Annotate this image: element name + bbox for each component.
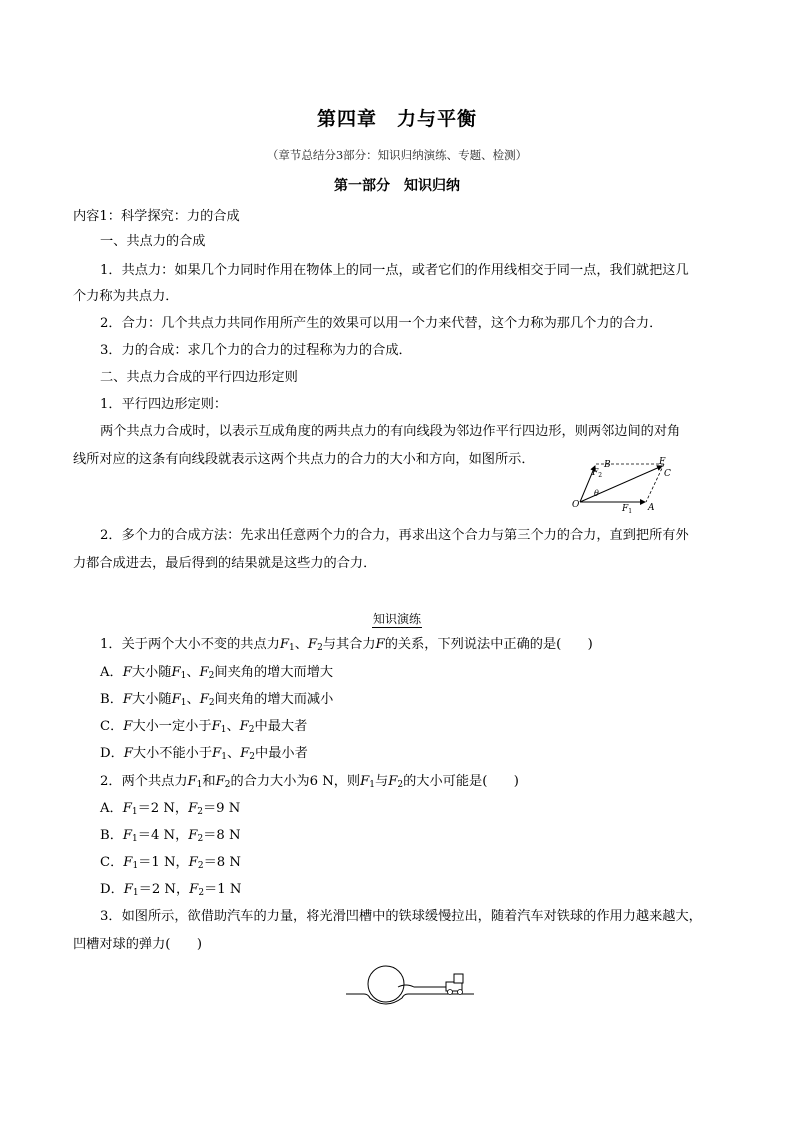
tow-rope xyxy=(398,985,446,987)
iron-ball xyxy=(368,966,404,1002)
car-wheel-rear xyxy=(448,990,453,995)
rule-paragraph-a: 两个共点力合成时，以表示互成角度的两共点力的有向线段为邻边作平行四边形，则两邻边间的对角 xyxy=(100,424,681,439)
label-theta: θ xyxy=(594,489,599,498)
question-1-option-b[interactable]: B．F大小随$F_1$、$F_2$间夹角的增大而减小 xyxy=(100,692,334,708)
question-3-stem-a: 3．如图所示，欲借助汽车的力量，将光滑凹槽中的铁球缓慢拉出，随着汽车对铁球的作用力越来越大， xyxy=(100,909,702,924)
ball-groove-figure xyxy=(342,960,478,1008)
label-o: O xyxy=(572,500,580,510)
question-2-option-a[interactable]: A．$F_1=2$ N，$F_2=9$ N xyxy=(100,801,241,817)
section-heading-1: 一、共点力的合成 xyxy=(100,234,206,249)
content-label: 内容1：科学探究：力的合成 xyxy=(73,209,240,224)
car-cab xyxy=(454,974,463,983)
question-2-option-b[interactable]: B．$F_1=4$ N，$F_2=8$ N xyxy=(100,828,241,844)
question-3-stem-b: 凹槽对球的弹力( ) xyxy=(73,937,202,952)
paragraph-composition: 3．力的合成：求几个力的合力的过程称为力的合成． xyxy=(100,343,412,358)
car-wheel-front xyxy=(458,990,463,995)
groove-ground xyxy=(346,994,474,1004)
chapter-subtitle: （章节总结分3部分：知识归纳演练、专题、检测） xyxy=(266,148,528,162)
question-2-stem: 2．两个共点力$F_1$和$F_2$的合力大小为6 N，则$F_1$与$F_2$的大小可能是( ) xyxy=(100,774,519,790)
rule-paragraph-b: 线所对应的这条有向线段就表示这两个共点力的合力的大小和方向，如图所示． xyxy=(73,452,535,467)
question-1-option-d[interactable]: D．F大小不能小于$F_1$、$F_2$中最小者 xyxy=(100,746,308,762)
paragraph-concurrent-force-a: 1．共点力：如果几个力同时作用在物体上的同一点，或者它们的作用线相交于同一点，我们就把这几 xyxy=(100,263,689,278)
practice-heading: 知识演练 xyxy=(372,612,421,626)
dashed-side-right xyxy=(646,464,664,502)
question-1-option-c[interactable]: C．F大小一定小于$F_1$、$F_2$中最大者 xyxy=(100,719,308,735)
question-2-option-d[interactable]: D．$F_1=2$ N，$F_2=1$ N xyxy=(100,882,242,898)
section-heading-2: 二、共点力合成的平行四边形定则 xyxy=(100,370,298,385)
label-f: F xyxy=(659,457,666,467)
paragraph-concurrent-force-b: 个力称为共点力． xyxy=(73,289,179,304)
question-2-option-c[interactable]: C．$F_1=1$ N，$F_2=8$ N xyxy=(100,855,241,871)
chapter-title: 第四章 力与平衡 xyxy=(316,108,477,130)
label-a: A xyxy=(648,503,655,513)
label-f1: $F_1$ xyxy=(622,504,633,515)
label-c: C xyxy=(664,469,671,479)
question-1-stem: 1．关于两个大小不变的共点力$F_1$、$F_2$与其合力F的关系，下列说法中正确的是( ) xyxy=(100,637,593,653)
part-heading: 第一部分 知识归纳 xyxy=(334,178,460,194)
multi-force-paragraph-a: 2．多个力的合成方法：先求出任意两个力的合力，再求出这个合力与第三个力的合力，直到把所有外 xyxy=(100,528,689,543)
paragraph-resultant: 2．合力：几个共点力共同作用所产生的效果可以用一个力来代替，这个力称为那几个力的合力． xyxy=(100,316,663,331)
parallelogram-figure xyxy=(566,454,686,516)
label-f2: $F_2$ xyxy=(592,468,603,479)
multi-force-paragraph-b: 力都合成进去，最后得到的结果就是这些力的合力． xyxy=(73,556,377,571)
rule-heading: 1．平行四边形定则： xyxy=(100,397,228,412)
question-1-option-a[interactable]: A．F大小随$F_1$、$F_2$间夹角的增大而增大 xyxy=(100,665,334,681)
label-b: B xyxy=(604,460,611,470)
